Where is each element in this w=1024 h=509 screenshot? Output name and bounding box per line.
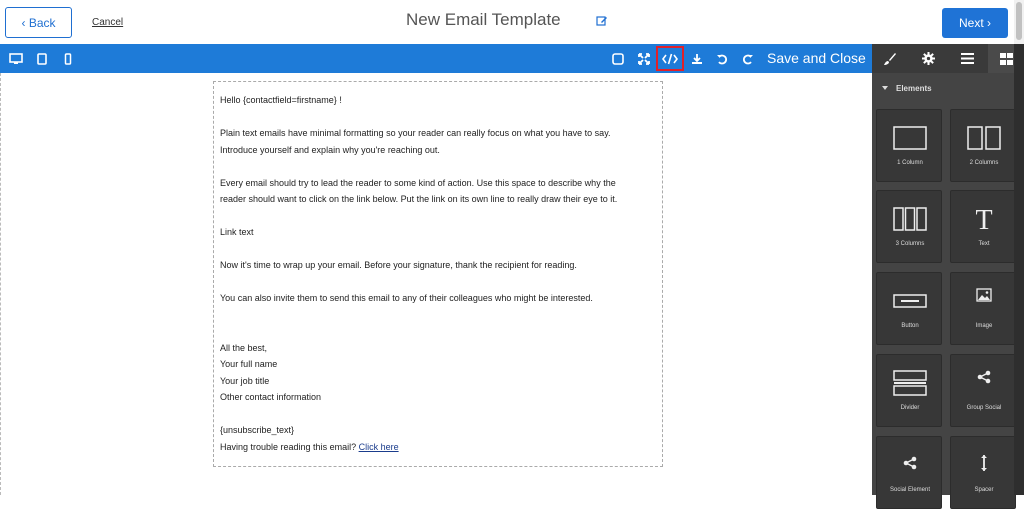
block-label: 3 Columns <box>895 241 925 247</box>
signature-contact: Other contact information <box>220 392 322 402</box>
block-label: Text <box>978 241 990 247</box>
cancel-link[interactable]: Cancel <box>92 17 124 28</box>
two-columns-icon <box>951 120 1017 156</box>
block-label: 2 Columns <box>969 160 999 166</box>
button-icon <box>877 283 943 319</box>
desktop-icon[interactable] <box>6 49 26 69</box>
page-scrollbar[interactable] <box>1014 0 1024 44</box>
signature-job: Your job title <box>220 375 270 386</box>
email-body[interactable] <box>213 81 663 467</box>
undo-icon[interactable] <box>712 49 732 69</box>
brush-icon <box>883 52 897 66</box>
top-header <box>0 0 1024 44</box>
svg-text:T: T <box>975 206 993 232</box>
paragraph-text: Plain text emails have minimal formatting so your reader can really focus on what you have to say. <box>220 128 611 138</box>
tab-style[interactable] <box>872 44 908 73</box>
gear-icon <box>922 52 935 65</box>
one-column-icon <box>877 120 943 156</box>
block-three-columns[interactable] <box>876 190 942 263</box>
builder-side-panel <box>872 44 1024 495</box>
paragraph-text: You can also invite them to send this email to any of their colleagues who might be interested. <box>220 293 593 303</box>
edit-icon[interactable] <box>596 14 608 26</box>
divider-icon <box>877 365 943 401</box>
block-divider[interactable] <box>876 354 942 427</box>
editor-canvas[interactable] <box>0 73 872 495</box>
text-icon <box>951 201 1017 237</box>
mobile-icon[interactable] <box>58 49 78 69</box>
elements-section-header[interactable] <box>872 77 1014 99</box>
signature-name: Your full name <box>220 359 278 369</box>
share-icon <box>951 359 1017 395</box>
paragraph-text: Now it's time to wrap up your email. Before your signature, thank the recipient for reading. <box>220 260 577 270</box>
panel-scrollbar[interactable] <box>1014 44 1024 495</box>
view-code-button[interactable] <box>657 47 683 70</box>
block-label: Group Social <box>966 405 1002 411</box>
grid-icon <box>1000 53 1013 65</box>
block-label: Social Element <box>889 487 931 493</box>
block-social-element[interactable] <box>876 436 942 509</box>
code-icon <box>662 53 678 65</box>
elements-title: Elements <box>896 83 932 93</box>
save-and-close-button[interactable]: Save and Close <box>767 50 866 66</box>
spacer-icon <box>951 445 1017 481</box>
back-button[interactable]: ‹ Back <box>5 7 72 38</box>
next-button[interactable]: Next › <box>942 8 1008 38</box>
trouble-reading-text <box>220 439 662 456</box>
fullscreen-icon[interactable] <box>634 49 654 69</box>
share-icon <box>877 445 943 481</box>
three-columns-icon <box>877 201 943 237</box>
paragraph-text: reader should want to click on the link below. Put the link on its own line to really draw their eye to it. <box>220 194 618 204</box>
block-image[interactable] <box>950 272 1016 345</box>
click-here-link[interactable]: Click here <box>358 441 399 452</box>
download-icon[interactable] <box>687 49 707 69</box>
caret-down-icon <box>882 86 888 90</box>
block-spacer[interactable] <box>950 436 1016 509</box>
unsubscribe-text: {unsubscribe_text} <box>220 425 295 435</box>
image-icon <box>951 277 1017 313</box>
sign-off-text: All the best, <box>220 342 268 353</box>
block-label: 1 Column <box>897 160 923 166</box>
trouble-prefix: Having trouble reading this email? <box>220 441 357 452</box>
link-text[interactable]: Link text <box>220 227 254 237</box>
redo-icon[interactable] <box>738 49 758 69</box>
tab-layers[interactable] <box>949 44 985 73</box>
block-text[interactable] <box>950 190 1016 263</box>
block-label: Image <box>975 323 993 329</box>
tablet-icon[interactable] <box>32 49 52 69</box>
tab-settings[interactable] <box>910 44 946 73</box>
block-label: Button <box>901 323 919 329</box>
block-label: Spacer <box>974 487 994 493</box>
block-label: Divider <box>900 405 920 411</box>
paragraph-text: Every email should try to lead the reader to some kind of action. Use this space to describe why the <box>220 177 616 188</box>
greeting-text: Hello {contactfield=firstname} ! <box>220 95 342 105</box>
editor-toolbar <box>0 44 872 73</box>
panel-tabs <box>872 44 1024 73</box>
menu-icon <box>961 53 974 64</box>
block-two-columns[interactable] <box>950 109 1016 182</box>
block-group-social[interactable] <box>950 354 1016 427</box>
square-outline-icon[interactable] <box>608 49 628 69</box>
block-button[interactable] <box>876 272 942 345</box>
paragraph-text: Introduce yourself and explain why you're reaching out. <box>220 144 440 155</box>
block-one-column[interactable] <box>876 109 942 182</box>
page-title: New Email Template <box>406 10 561 29</box>
